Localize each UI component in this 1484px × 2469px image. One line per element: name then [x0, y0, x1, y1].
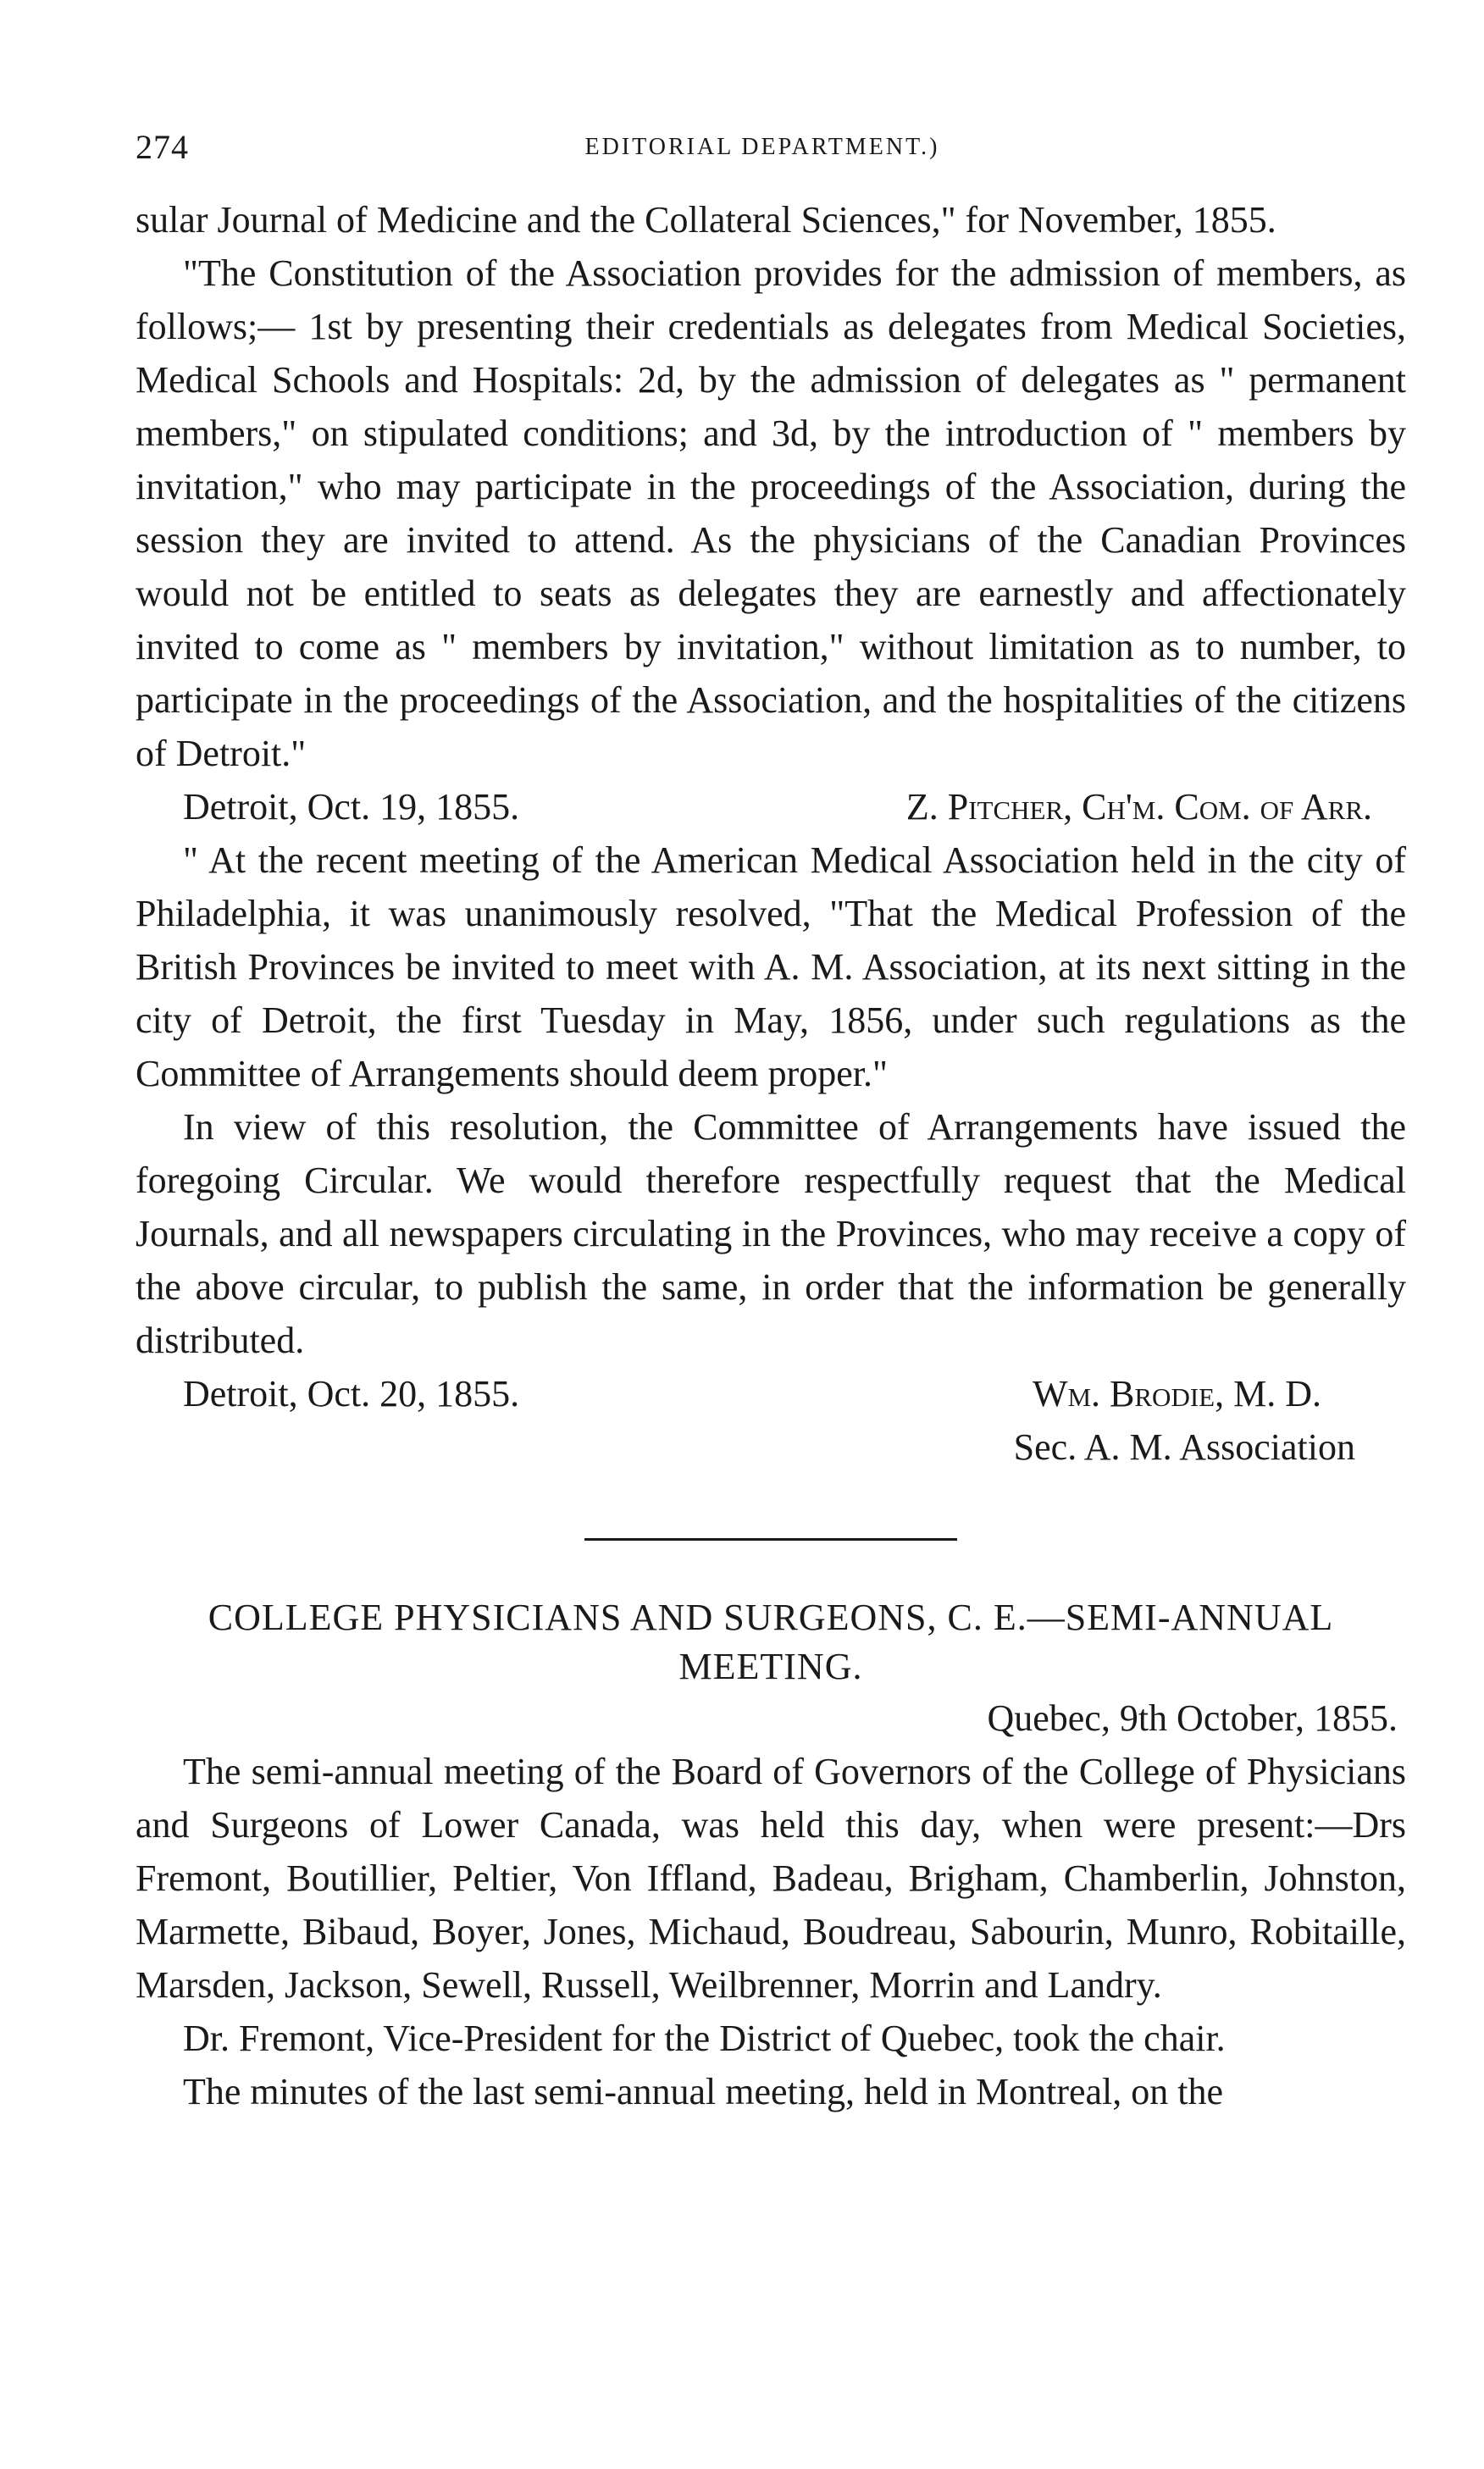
paragraph-continuation: sular Journal of Medicine and the Collateral Sciences," for November, 1855. — [136, 199, 1276, 241]
paragraph-resolution: " At the recent meeting of the American Medical Association held in the city of Philadelphia, it was unanimously resolved, "That the Medical Profession of the British Provinces be invited to meet with A. M. Association, at its next sitting in the city of Detroit, the first Tuesday in May, 1856, under such regulations as the Committee of Arrangements should deem proper." — [136, 839, 1406, 1094]
running-head: EDITORIAL DEPARTMENT.) — [584, 134, 940, 160]
section-divider — [584, 1538, 957, 1541]
page-header — [136, 127, 1389, 178]
signature-line-brodie — [136, 1367, 1406, 1420]
signature-name: Wm. Brodie, M. D. — [1032, 1373, 1321, 1414]
signature-line-pitcher — [136, 780, 1406, 833]
paragraph-meeting: The semi-annual meeting of the Board of Governors of the College of Physicians and Surgeons of Lower Canada, was held this day, when were present:—Drs Fremont, Boutillier, Peltier, Von Iffland, Badeau, Brigham, Chamberlin, Johnston, Marmette, Bibaud, Boyer, Jones, Michaud, Boudreau, Sabourin, Munro, Robitaille, Marsden, Jackson, Sewell, Russell, Weilbrenner, Morrin and Landry. — [136, 1751, 1406, 2006]
signature-date: Detroit, Oct. 19, 1855. — [183, 786, 520, 828]
signature-name: Z. Pitcher, Ch'm. Com. of Arr. — [905, 786, 1372, 828]
section-dateline: Quebec, 9th October, 1855. — [987, 1697, 1398, 1739]
paragraph-request: In view of this resolution, the Committee of Arrangements have issued the foregoing Circular. We would therefore respectfully request that the Medical Journals, and all newspapers circulating in the Provinces, who may receive a copy of the above circular, to publish the same, in order that the information be generally distributed. — [136, 1106, 1406, 1361]
section-heading: COLLEGE PHYSICIANS AND SURGEONS, C. E.—SEMI-ANNUAL MEETING. — [208, 1597, 1334, 1687]
paragraph-constitution: "The Constitution of the Association provides for the admission of members, as follows;— 1st by presenting their credentials as delegates from Medical Societies, Medical Schools and Hospitals: 2d, by the admission of delegates as " permanent members," on stipulated conditions; and 3d, by the introduction of " members by invitation," who may participate in the proceedings of the Association, during the session they are invited to attend. As the physicians of the Canadian Provinces would not be entitled to seats as delegates they are earnestly and affectionately invited to come as " members by invitation," without limitation as to number, to participate in the proceedings of the Association, and the hospitalities of the citizens of Detroit." — [136, 252, 1406, 774]
page-number: 274 — [136, 128, 189, 166]
paragraph-chair: Dr. Fremont, Vice-President for the District of Quebec, took the chair. — [183, 2018, 1226, 2059]
signature-date: Detroit, Oct. 20, 1855. — [183, 1373, 520, 1414]
signature-title: Sec. A. M. Association — [1013, 1426, 1355, 1468]
paragraph-minutes: The minutes of the last semi-annual meeting, held in Montreal, on the — [183, 2071, 1224, 2112]
article-body — [136, 193, 1406, 2118]
